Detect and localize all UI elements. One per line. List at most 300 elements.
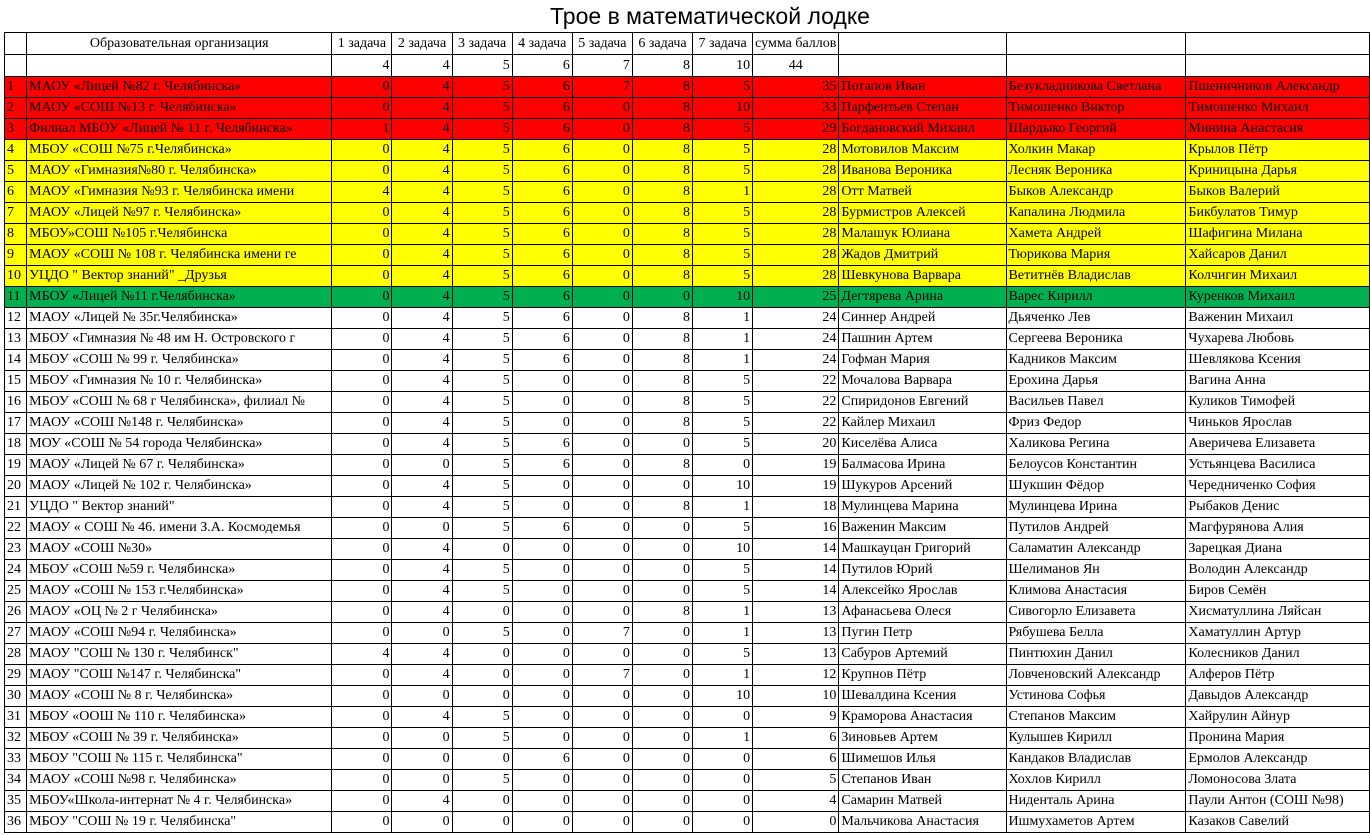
task-score-cell[interactable]: 0 xyxy=(572,392,632,413)
task-score-cell[interactable]: 5 xyxy=(693,560,753,581)
total-score-cell[interactable]: 5 xyxy=(753,770,839,791)
task-score-cell[interactable]: 5 xyxy=(452,350,512,371)
team-member-cell[interactable]: Кайлер Михаил xyxy=(839,413,1006,434)
row-index-cell[interactable]: 14 xyxy=(5,350,27,371)
team-member-cell[interactable]: Шимешов Илья xyxy=(839,749,1006,770)
org-name-cell[interactable]: МАОУ «СОШ №98 г. Челябинска» xyxy=(27,770,332,791)
task-score-cell[interactable]: 0 xyxy=(572,329,632,350)
org-name-cell[interactable]: МБОУ "СОШ № 19 г. Челябинска" xyxy=(27,812,332,833)
task-score-cell[interactable]: 0 xyxy=(512,413,572,434)
task-score-cell[interactable]: 0 xyxy=(332,329,392,350)
team-member-cell[interactable]: Аверичева Елизавета xyxy=(1186,434,1370,455)
team-member-cell[interactable]: Давыдов Александр xyxy=(1186,686,1370,707)
task-score-cell[interactable]: 4 xyxy=(392,602,452,623)
task-score-cell[interactable]: 5 xyxy=(693,203,753,224)
header-cell-member-1[interactable] xyxy=(839,33,1006,55)
task-score-cell[interactable]: 4 xyxy=(392,413,452,434)
row-index-cell[interactable]: 7 xyxy=(5,203,27,224)
team-member-cell[interactable]: Чухарева Любовь xyxy=(1186,329,1370,350)
task-score-cell[interactable]: 0 xyxy=(512,623,572,644)
team-member-cell[interactable]: Самарин Матвей xyxy=(839,791,1006,812)
task-score-cell[interactable]: 0 xyxy=(332,749,392,770)
task-score-cell[interactable]: 4 xyxy=(392,224,452,245)
task-score-cell[interactable]: 0 xyxy=(332,455,392,476)
task-score-cell[interactable]: 0 xyxy=(332,539,392,560)
task-score-cell[interactable]: 0 xyxy=(693,749,753,770)
org-name-cell[interactable]: МАОУ «СОШ № 8 г. Челябинска» xyxy=(27,686,332,707)
task-score-cell[interactable]: 0 xyxy=(572,455,632,476)
task-score-cell[interactable]: 0 xyxy=(572,770,632,791)
task-score-cell[interactable]: 10 xyxy=(693,539,753,560)
task-score-cell[interactable]: 0 xyxy=(332,224,392,245)
task-score-cell[interactable]: 0 xyxy=(572,308,632,329)
task-score-cell[interactable]: 0 xyxy=(512,497,572,518)
team-member-cell[interactable]: Вагина Анна xyxy=(1186,371,1370,392)
max-cell-member-2[interactable] xyxy=(1006,55,1186,77)
task-score-cell[interactable]: 1 xyxy=(693,308,753,329)
task-score-cell[interactable]: 5 xyxy=(693,245,753,266)
task-score-cell[interactable]: 0 xyxy=(572,791,632,812)
task-score-cell[interactable]: 0 xyxy=(572,560,632,581)
task-score-cell[interactable]: 8 xyxy=(632,602,692,623)
row-index-cell[interactable]: 4 xyxy=(5,140,27,161)
team-member-cell[interactable]: Варес Кирилл xyxy=(1006,287,1186,308)
task-score-cell[interactable]: 0 xyxy=(392,728,452,749)
team-member-cell[interactable]: Пинтюхин Данил xyxy=(1006,644,1186,665)
header-cell-task-5[interactable]: 5 задача xyxy=(572,33,632,55)
task-score-cell[interactable]: 0 xyxy=(572,749,632,770)
task-score-cell[interactable]: 8 xyxy=(632,224,692,245)
task-score-cell[interactable]: 5 xyxy=(693,518,753,539)
task-score-cell[interactable]: 4 xyxy=(392,287,452,308)
org-name-cell[interactable]: МАОУ «ОЦ № 2 г Челябинска» xyxy=(27,602,332,623)
task-score-cell[interactable]: 1 xyxy=(693,602,753,623)
team-member-cell[interactable]: Ветитнёв Владислав xyxy=(1006,266,1186,287)
total-score-cell[interactable]: 13 xyxy=(753,644,839,665)
task-score-cell[interactable]: 0 xyxy=(632,770,692,791)
team-member-cell[interactable]: Куренков Михаил xyxy=(1186,287,1370,308)
team-member-cell[interactable]: Ермолов Александр xyxy=(1186,749,1370,770)
task-score-cell[interactable]: 0 xyxy=(392,749,452,770)
task-score-cell[interactable]: 8 xyxy=(632,266,692,287)
team-member-cell[interactable]: Устинова Софья xyxy=(1006,686,1186,707)
task-score-cell[interactable]: 0 xyxy=(512,707,572,728)
task-score-cell[interactable]: 0 xyxy=(512,560,572,581)
task-score-cell[interactable]: 4 xyxy=(392,308,452,329)
total-score-cell[interactable]: 28 xyxy=(753,182,839,203)
task-score-cell[interactable]: 0 xyxy=(332,371,392,392)
task-score-cell[interactable]: 0 xyxy=(572,434,632,455)
org-name-cell[interactable]: МАОУ «Гимназия №93 г. Челябинска имени xyxy=(27,182,332,203)
team-member-cell[interactable]: Кулышев Кирилл xyxy=(1006,728,1186,749)
header-cell-task-2[interactable]: 2 задача xyxy=(392,33,452,55)
task-score-cell[interactable]: 0 xyxy=(452,602,512,623)
task-score-cell[interactable]: 0 xyxy=(512,644,572,665)
team-member-cell[interactable]: Тимошенко Михаил xyxy=(1186,98,1370,119)
team-member-cell[interactable]: Дьяченко Лев xyxy=(1006,308,1186,329)
total-score-cell[interactable]: 24 xyxy=(753,308,839,329)
task-score-cell[interactable]: 0 xyxy=(332,77,392,98)
task-score-cell[interactable]: 0 xyxy=(632,644,692,665)
row-index-cell[interactable]: 6 xyxy=(5,182,27,203)
team-member-cell[interactable]: Шукуров Арсений xyxy=(839,476,1006,497)
org-name-cell[interactable]: МАОУ «СОШ № 153 г.Челябинска» xyxy=(27,581,332,602)
task-score-cell[interactable]: 5 xyxy=(452,770,512,791)
total-score-cell[interactable]: 6 xyxy=(753,728,839,749)
task-score-cell[interactable]: 0 xyxy=(632,812,692,833)
task-score-cell[interactable]: 0 xyxy=(332,245,392,266)
task-score-cell[interactable]: 4 xyxy=(392,707,452,728)
task-score-cell[interactable]: 0 xyxy=(332,728,392,749)
task-score-cell[interactable]: 0 xyxy=(332,518,392,539)
task-score-cell[interactable]: 5 xyxy=(452,371,512,392)
task-score-cell[interactable]: 0 xyxy=(632,623,692,644)
team-member-cell[interactable]: Чиньков Ярослав xyxy=(1186,413,1370,434)
task-score-cell[interactable]: 4 xyxy=(392,266,452,287)
row-index-cell[interactable]: 5 xyxy=(5,161,27,182)
team-member-cell[interactable]: Фриз Федор xyxy=(1006,413,1186,434)
team-member-cell[interactable]: Белоусов Константин xyxy=(1006,455,1186,476)
team-member-cell[interactable]: Сивогорло Елизавета xyxy=(1006,602,1186,623)
task-score-cell[interactable]: 4 xyxy=(392,350,452,371)
task-score-cell[interactable]: 10 xyxy=(693,98,753,119)
team-member-cell[interactable]: Криницына Дарья xyxy=(1186,161,1370,182)
task-score-cell[interactable]: 4 xyxy=(332,644,392,665)
total-score-cell[interactable]: 22 xyxy=(753,413,839,434)
team-member-cell[interactable]: Рябушева Белла xyxy=(1006,623,1186,644)
max-cell-task-1[interactable]: 4 xyxy=(332,55,392,77)
task-score-cell[interactable]: 0 xyxy=(572,287,632,308)
task-score-cell[interactable]: 0 xyxy=(332,98,392,119)
task-score-cell[interactable]: 4 xyxy=(392,791,452,812)
org-name-cell[interactable]: МАОУ «СОШ №30» xyxy=(27,539,332,560)
task-score-cell[interactable]: 8 xyxy=(632,182,692,203)
task-score-cell[interactable]: 5 xyxy=(452,245,512,266)
team-member-cell[interactable]: Краморова Анастасия xyxy=(839,707,1006,728)
max-cell-task-6[interactable]: 8 xyxy=(632,55,692,77)
task-score-cell[interactable]: 5 xyxy=(452,308,512,329)
team-member-cell[interactable]: Магфурянова Алия xyxy=(1186,518,1370,539)
task-score-cell[interactable]: 5 xyxy=(693,581,753,602)
team-member-cell[interactable]: Степанов Максим xyxy=(1006,707,1186,728)
team-member-cell[interactable]: Чередниченко София xyxy=(1186,476,1370,497)
task-score-cell[interactable]: 0 xyxy=(332,602,392,623)
task-score-cell[interactable]: 0 xyxy=(572,245,632,266)
org-name-cell[interactable]: МАОУ « СОШ № 46. имени З.А. Космодемья xyxy=(27,518,332,539)
task-score-cell[interactable]: 0 xyxy=(332,791,392,812)
header-cell-task-3[interactable]: 3 задача xyxy=(452,33,512,55)
task-score-cell[interactable]: 5 xyxy=(452,224,512,245)
task-score-cell[interactable]: 0 xyxy=(512,476,572,497)
row-index-cell[interactable]: 25 xyxy=(5,581,27,602)
task-score-cell[interactable]: 0 xyxy=(512,539,572,560)
task-score-cell[interactable]: 6 xyxy=(512,287,572,308)
total-score-cell[interactable]: 22 xyxy=(753,392,839,413)
team-member-cell[interactable]: Путилов Юрий xyxy=(839,560,1006,581)
max-cell-index[interactable] xyxy=(5,55,27,77)
team-member-cell[interactable]: Хохлов Кирилл xyxy=(1006,770,1186,791)
team-member-cell[interactable]: Потапов Иван xyxy=(839,77,1006,98)
team-member-cell[interactable]: Нидентaль Арина xyxy=(1006,791,1186,812)
team-member-cell[interactable]: Иванова Вероника xyxy=(839,161,1006,182)
task-score-cell[interactable]: 0 xyxy=(572,539,632,560)
task-score-cell[interactable]: 4 xyxy=(392,581,452,602)
org-name-cell[interactable]: МБОУ «СОШ №75 г.Челябинска» xyxy=(27,140,332,161)
org-name-cell[interactable]: УЦДО " Вектор знаний" _Друзья xyxy=(27,266,332,287)
task-score-cell[interactable]: 0 xyxy=(572,140,632,161)
team-member-cell[interactable]: Хамета Андрей xyxy=(1006,224,1186,245)
row-index-cell[interactable]: 36 xyxy=(5,812,27,833)
task-score-cell[interactable]: 5 xyxy=(693,77,753,98)
team-member-cell[interactable]: Быков Александр xyxy=(1006,182,1186,203)
team-member-cell[interactable]: Шевкунова Варвара xyxy=(839,266,1006,287)
org-name-cell[interactable]: МАОУ «Гимназия№80 г. Челябинска» xyxy=(27,161,332,182)
row-index-cell[interactable]: 21 xyxy=(5,497,27,518)
total-score-cell[interactable]: 14 xyxy=(753,560,839,581)
team-member-cell[interactable]: Хайсаров Данил xyxy=(1186,245,1370,266)
max-cell-task-5[interactable]: 7 xyxy=(572,55,632,77)
task-score-cell[interactable]: 4 xyxy=(332,182,392,203)
header-cell-task-6[interactable]: 6 задача xyxy=(632,33,692,55)
total-score-cell[interactable]: 12 xyxy=(753,665,839,686)
total-score-cell[interactable]: 16 xyxy=(753,518,839,539)
row-index-cell[interactable]: 8 xyxy=(5,224,27,245)
task-score-cell[interactable]: 0 xyxy=(572,728,632,749)
task-score-cell[interactable]: 5 xyxy=(452,413,512,434)
team-member-cell[interactable]: Малашук Юлиана xyxy=(839,224,1006,245)
task-score-cell[interactable]: 0 xyxy=(392,770,452,791)
task-score-cell[interactable]: 6 xyxy=(512,455,572,476)
row-index-cell[interactable]: 16 xyxy=(5,392,27,413)
total-score-cell[interactable]: 14 xyxy=(753,581,839,602)
task-score-cell[interactable]: 8 xyxy=(632,245,692,266)
task-score-cell[interactable]: 0 xyxy=(572,203,632,224)
team-member-cell[interactable]: Минина Анастасия xyxy=(1186,119,1370,140)
team-member-cell[interactable]: Дегтярева Арина xyxy=(839,287,1006,308)
org-name-cell[interactable]: МАОУ «СОШ №148 г. Челябинска» xyxy=(27,413,332,434)
task-score-cell[interactable]: 0 xyxy=(332,266,392,287)
team-member-cell[interactable]: Шевлякова Ксения xyxy=(1186,350,1370,371)
row-index-cell[interactable]: 2 xyxy=(5,98,27,119)
task-score-cell[interactable]: 8 xyxy=(632,98,692,119)
team-member-cell[interactable]: Балмасова Ирина xyxy=(839,455,1006,476)
header-cell-task-4[interactable]: 4 задача xyxy=(512,33,572,55)
task-score-cell[interactable]: 0 xyxy=(572,266,632,287)
task-score-cell[interactable]: 0 xyxy=(572,224,632,245)
max-cell-org[interactable] xyxy=(27,55,332,77)
task-score-cell[interactable]: 5 xyxy=(452,266,512,287)
team-member-cell[interactable]: Кандаков Владислав xyxy=(1006,749,1186,770)
task-score-cell[interactable]: 1 xyxy=(693,350,753,371)
org-name-cell[interactable]: МБОУ «Гимназия № 48 им Н. Островского г xyxy=(27,329,332,350)
team-member-cell[interactable]: Ломоносова Злата xyxy=(1186,770,1370,791)
team-member-cell[interactable]: Афанасьева Олеся xyxy=(839,602,1006,623)
task-score-cell[interactable]: 4 xyxy=(392,98,452,119)
task-score-cell[interactable]: 0 xyxy=(632,749,692,770)
team-member-cell[interactable]: Крупнов Пётр xyxy=(839,665,1006,686)
team-member-cell[interactable]: Пугин Петр xyxy=(839,623,1006,644)
task-score-cell[interactable]: 4 xyxy=(392,476,452,497)
task-score-cell[interactable]: 0 xyxy=(332,707,392,728)
task-score-cell[interactable]: 0 xyxy=(572,413,632,434)
task-score-cell[interactable]: 8 xyxy=(632,161,692,182)
task-score-cell[interactable]: 0 xyxy=(452,749,512,770)
task-score-cell[interactable]: 5 xyxy=(452,476,512,497)
row-index-cell[interactable]: 9 xyxy=(5,245,27,266)
row-index-cell[interactable]: 1 xyxy=(5,77,27,98)
team-member-cell[interactable]: Быков Валерий xyxy=(1186,182,1370,203)
org-name-cell[interactable]: МБОУ "СОШ № 115 г. Челябинска" xyxy=(27,749,332,770)
org-name-cell[interactable]: МБОУ «СОШ № 99 г. Челябинска» xyxy=(27,350,332,371)
task-score-cell[interactable]: 5 xyxy=(693,413,753,434)
row-index-cell[interactable]: 28 xyxy=(5,644,27,665)
task-score-cell[interactable]: 10 xyxy=(693,686,753,707)
team-member-cell[interactable]: Хайрулин Айнур xyxy=(1186,707,1370,728)
team-member-cell[interactable]: Лесняк Вероника xyxy=(1006,161,1186,182)
team-member-cell[interactable]: Пронина Мария xyxy=(1186,728,1370,749)
team-member-cell[interactable]: Холкин Макар xyxy=(1006,140,1186,161)
org-name-cell[interactable]: МАОУ "СОШ №147 г. Челябинска" xyxy=(27,665,332,686)
task-score-cell[interactable]: 6 xyxy=(512,203,572,224)
task-score-cell[interactable]: 0 xyxy=(392,455,452,476)
total-score-cell[interactable]: 29 xyxy=(753,119,839,140)
task-score-cell[interactable]: 0 xyxy=(332,476,392,497)
task-score-cell[interactable]: 6 xyxy=(512,434,572,455)
team-member-cell[interactable]: Володин Александр xyxy=(1186,560,1370,581)
task-score-cell[interactable]: 5 xyxy=(452,140,512,161)
team-member-cell[interactable]: Мулинцева Марина xyxy=(839,497,1006,518)
task-score-cell[interactable]: 8 xyxy=(632,413,692,434)
total-score-cell[interactable]: 19 xyxy=(753,476,839,497)
row-index-cell[interactable]: 12 xyxy=(5,308,27,329)
task-score-cell[interactable]: 1 xyxy=(693,497,753,518)
team-member-cell[interactable]: Тюрикова Мария xyxy=(1006,245,1186,266)
task-score-cell[interactable]: 5 xyxy=(452,455,512,476)
task-score-cell[interactable]: 6 xyxy=(512,518,572,539)
org-name-cell[interactable]: МБОУ «СОШ № 39 г. Челябинска» xyxy=(27,728,332,749)
task-score-cell[interactable]: 0 xyxy=(572,350,632,371)
org-name-cell[interactable]: МБОУ «Гимназия № 10 г. Челябинска» xyxy=(27,371,332,392)
task-score-cell[interactable]: 4 xyxy=(392,77,452,98)
total-score-cell[interactable]: 28 xyxy=(753,203,839,224)
task-score-cell[interactable]: 0 xyxy=(632,791,692,812)
task-score-cell[interactable]: 0 xyxy=(512,770,572,791)
task-score-cell[interactable]: 0 xyxy=(572,812,632,833)
team-member-cell[interactable]: Зарецкая Диана xyxy=(1186,539,1370,560)
team-member-cell[interactable]: Устьянцева Василиса xyxy=(1186,455,1370,476)
task-score-cell[interactable]: 7 xyxy=(572,665,632,686)
task-score-cell[interactable]: 4 xyxy=(392,140,452,161)
row-index-cell[interactable]: 23 xyxy=(5,539,27,560)
task-score-cell[interactable]: 1 xyxy=(693,329,753,350)
row-index-cell[interactable]: 24 xyxy=(5,560,27,581)
header-cell-member-2[interactable] xyxy=(1006,33,1186,55)
header-cell-sum[interactable]: сумма баллов xyxy=(753,33,839,55)
row-index-cell[interactable]: 27 xyxy=(5,623,27,644)
task-score-cell[interactable]: 1 xyxy=(693,728,753,749)
task-score-cell[interactable]: 8 xyxy=(632,392,692,413)
task-score-cell[interactable]: 0 xyxy=(512,728,572,749)
task-score-cell[interactable]: 0 xyxy=(332,665,392,686)
team-member-cell[interactable]: Сабуров Артемий xyxy=(839,644,1006,665)
row-index-cell[interactable]: 26 xyxy=(5,602,27,623)
header-cell-task-7[interactable]: 7 задача xyxy=(693,33,753,55)
total-score-cell[interactable]: 28 xyxy=(753,245,839,266)
task-score-cell[interactable]: 5 xyxy=(693,119,753,140)
task-score-cell[interactable]: 5 xyxy=(452,728,512,749)
team-member-cell[interactable]: Кадников Максим xyxy=(1006,350,1186,371)
task-score-cell[interactable]: 5 xyxy=(452,182,512,203)
team-member-cell[interactable]: Пашнин Артем xyxy=(839,329,1006,350)
total-score-cell[interactable]: 13 xyxy=(753,623,839,644)
task-score-cell[interactable]: 10 xyxy=(693,476,753,497)
task-score-cell[interactable]: 6 xyxy=(512,266,572,287)
total-score-cell[interactable]: 28 xyxy=(753,266,839,287)
task-score-cell[interactable]: 0 xyxy=(632,434,692,455)
task-score-cell[interactable]: 6 xyxy=(512,749,572,770)
task-score-cell[interactable]: 0 xyxy=(512,581,572,602)
task-score-cell[interactable]: 0 xyxy=(693,791,753,812)
row-index-cell[interactable]: 13 xyxy=(5,329,27,350)
task-score-cell[interactable]: 10 xyxy=(693,287,753,308)
team-member-cell[interactable]: Казаков Савелий xyxy=(1186,812,1370,833)
task-score-cell[interactable]: 0 xyxy=(572,707,632,728)
total-score-cell[interactable]: 13 xyxy=(753,602,839,623)
task-score-cell[interactable]: 4 xyxy=(392,182,452,203)
task-score-cell[interactable]: 5 xyxy=(693,644,753,665)
task-score-cell[interactable]: 0 xyxy=(632,518,692,539)
task-score-cell[interactable]: 0 xyxy=(332,392,392,413)
row-index-cell[interactable]: 29 xyxy=(5,665,27,686)
total-score-cell[interactable]: 28 xyxy=(753,224,839,245)
team-member-cell[interactable]: Мотовилов Максим xyxy=(839,140,1006,161)
org-name-cell[interactable]: МБОУ «СОШ №59 г. Челябинска» xyxy=(27,560,332,581)
row-index-cell[interactable]: 32 xyxy=(5,728,27,749)
total-score-cell[interactable]: 24 xyxy=(753,329,839,350)
task-score-cell[interactable]: 5 xyxy=(452,581,512,602)
task-score-cell[interactable]: 0 xyxy=(572,161,632,182)
task-score-cell[interactable]: 5 xyxy=(693,140,753,161)
team-member-cell[interactable]: Халикова Регина xyxy=(1006,434,1186,455)
team-member-cell[interactable]: Шафигина Милана xyxy=(1186,224,1370,245)
task-score-cell[interactable]: 4 xyxy=(392,371,452,392)
org-name-cell[interactable]: Филиал МБОУ «Лицей № 11 г. Челябинска» xyxy=(27,119,332,140)
team-member-cell[interactable]: Степанов Иван xyxy=(839,770,1006,791)
task-score-cell[interactable]: 0 xyxy=(693,455,753,476)
team-member-cell[interactable]: Богдановский Михаил xyxy=(839,119,1006,140)
task-score-cell[interactable]: 0 xyxy=(332,434,392,455)
task-score-cell[interactable]: 6 xyxy=(512,329,572,350)
org-name-cell[interactable]: МАОУ «СОШ №94 г. Челябинска» xyxy=(27,623,332,644)
org-name-cell[interactable]: МБОУ «ООШ № 110 г. Челябинска» xyxy=(27,707,332,728)
task-score-cell[interactable]: 0 xyxy=(693,707,753,728)
task-score-cell[interactable]: 4 xyxy=(392,119,452,140)
task-score-cell[interactable]: 7 xyxy=(572,77,632,98)
total-score-cell[interactable]: 19 xyxy=(753,455,839,476)
task-score-cell[interactable]: 0 xyxy=(572,476,632,497)
task-score-cell[interactable]: 8 xyxy=(632,203,692,224)
task-score-cell[interactable]: 1 xyxy=(693,623,753,644)
task-score-cell[interactable]: 0 xyxy=(332,350,392,371)
task-score-cell[interactable]: 6 xyxy=(512,350,572,371)
team-member-cell[interactable]: Отт Матвей xyxy=(839,182,1006,203)
team-member-cell[interactable]: Ловченовский Александр xyxy=(1006,665,1186,686)
header-cell-index[interactable] xyxy=(5,33,27,55)
task-score-cell[interactable]: 0 xyxy=(452,812,512,833)
total-score-cell[interactable]: 10 xyxy=(753,686,839,707)
task-score-cell[interactable]: 0 xyxy=(572,497,632,518)
task-score-cell[interactable]: 5 xyxy=(693,392,753,413)
